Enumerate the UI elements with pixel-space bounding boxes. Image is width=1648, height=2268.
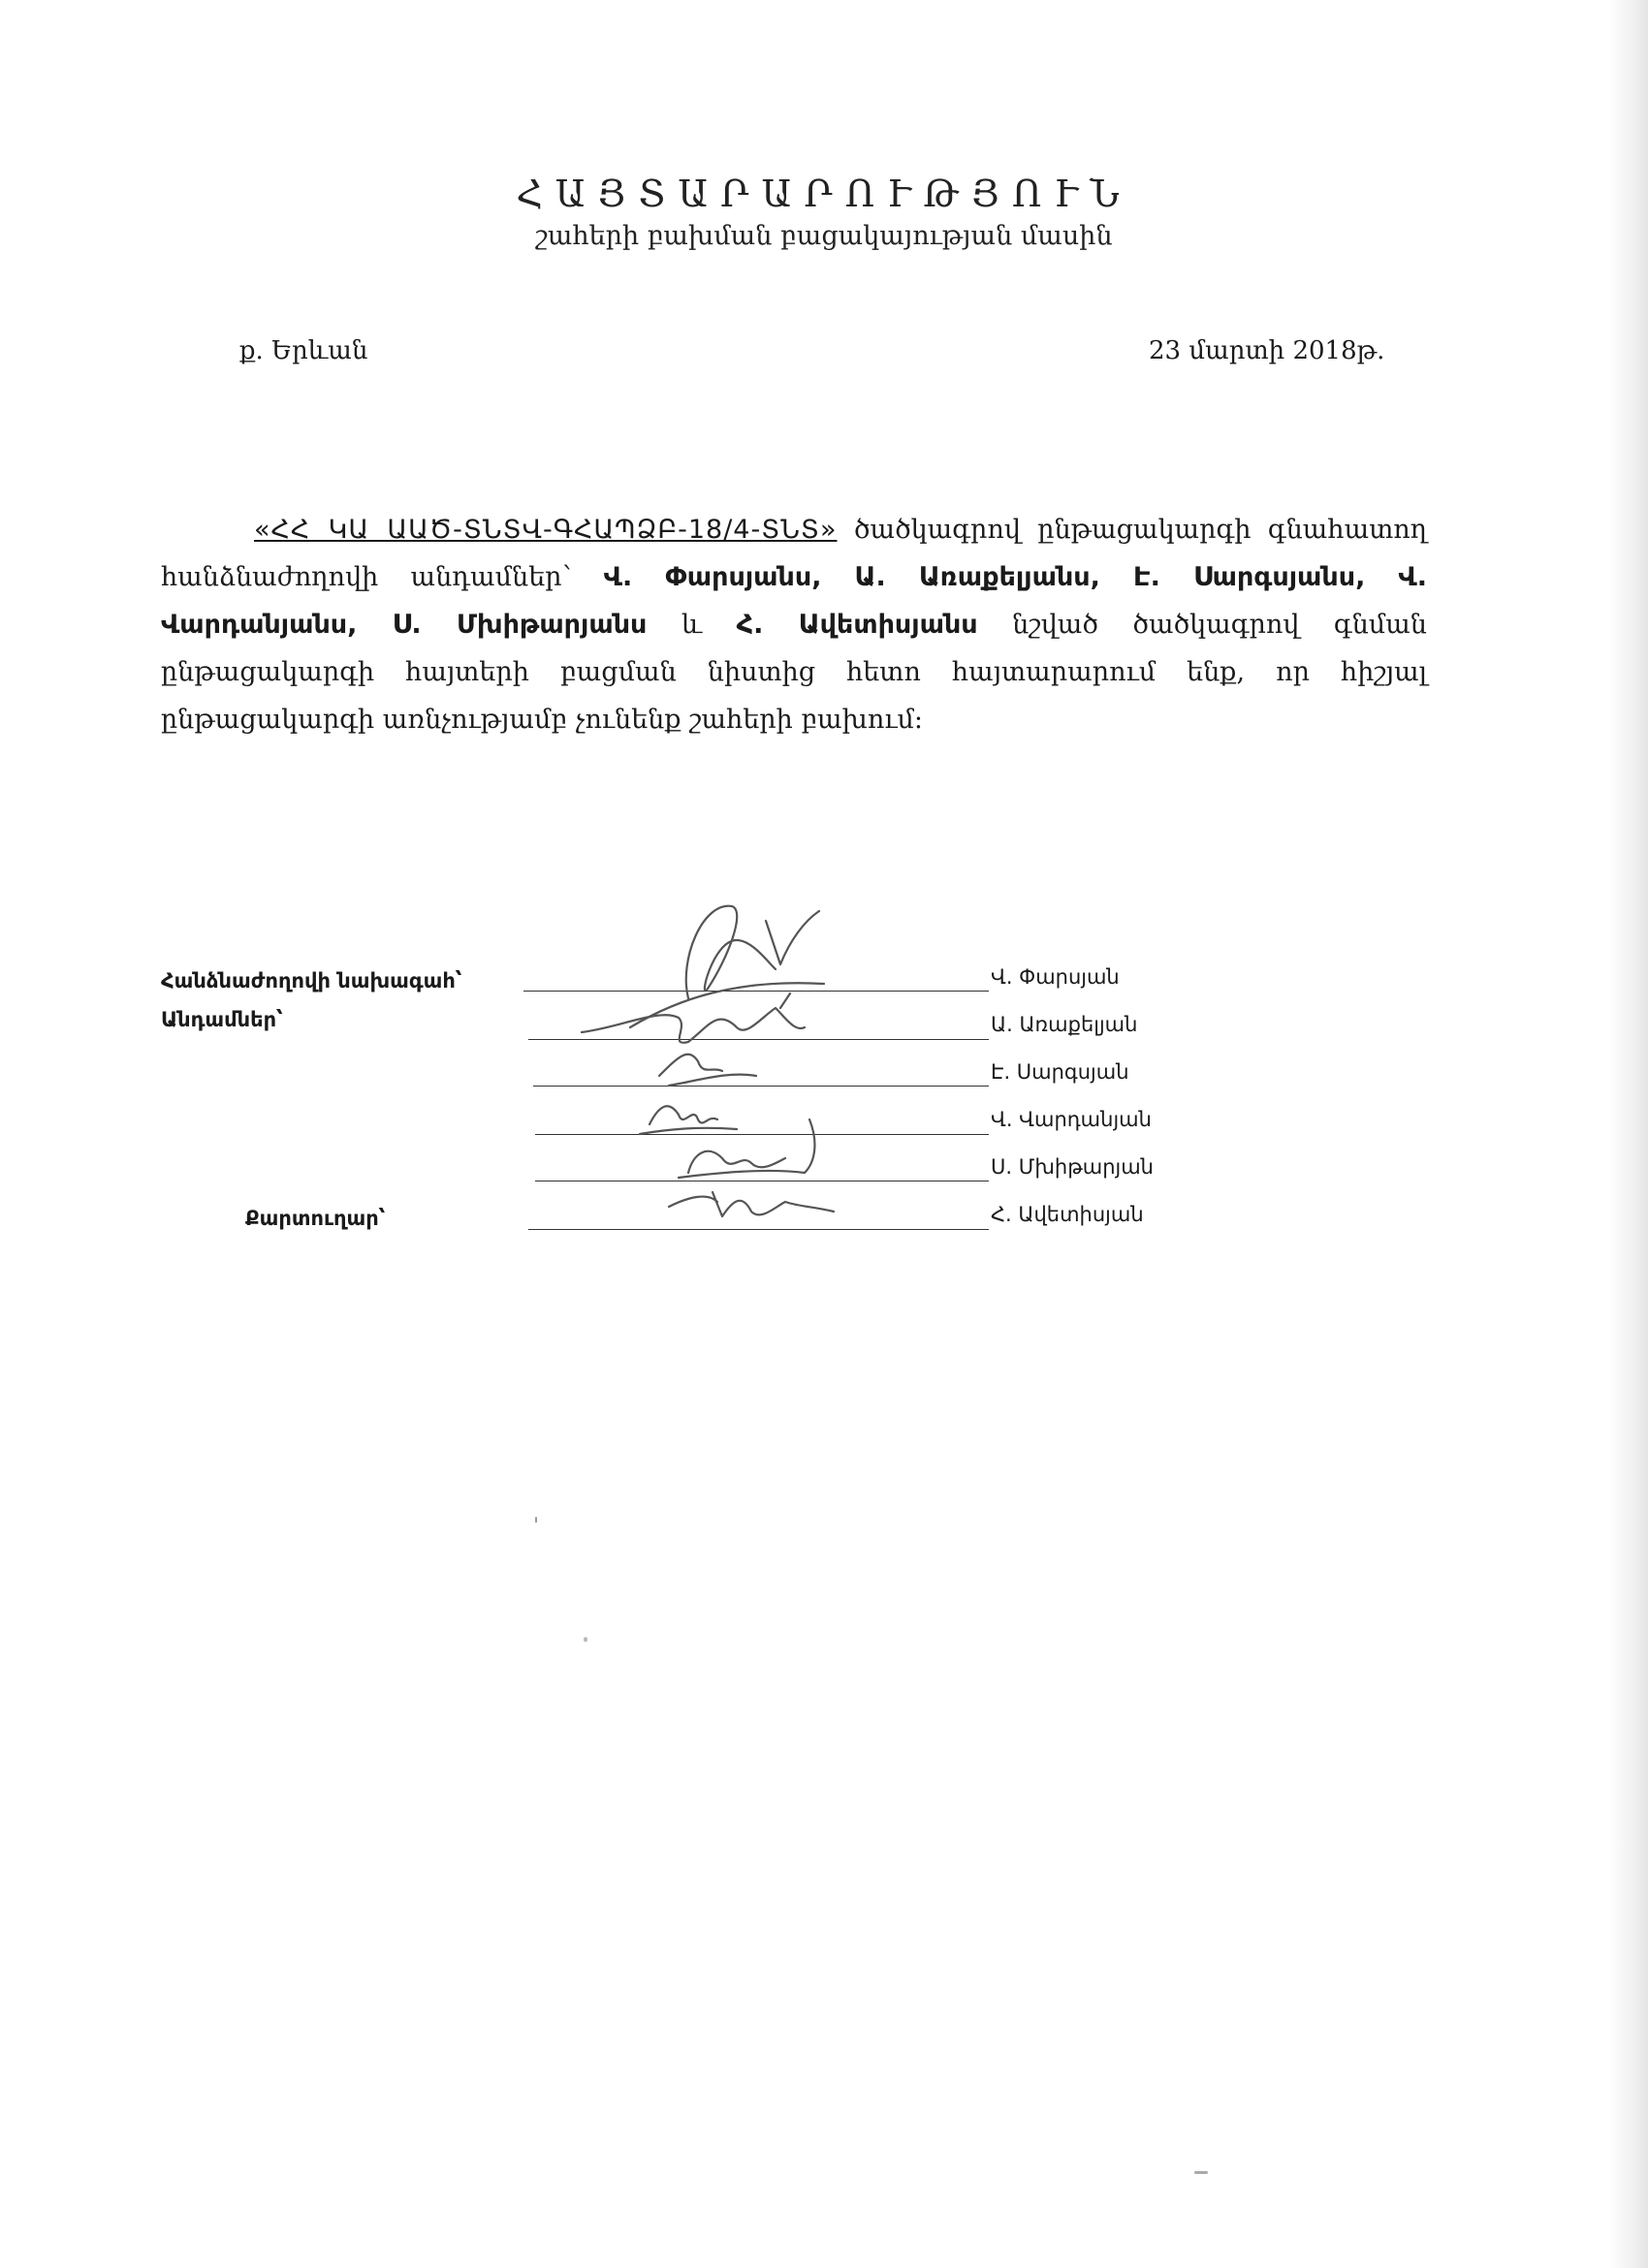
- procedure-code: «ՀՀ ԿԱ ԱԱԾ-ՏՆՏՎ-ԳՀԱՊՁԲ-18/4-ՏՆՏ»: [254, 515, 838, 545]
- chair-label: Հանձնաժողովի նախագահ՝: [161, 969, 462, 992]
- scan-speck: [584, 1637, 587, 1642]
- signer-name: Է. Սարգսյան: [991, 1060, 1129, 1084]
- document-title: ՀԱՅՏԱՐԱՐՈՒԹՅՈՒՆ: [516, 173, 1132, 215]
- signer-name: Ա. Առաքելյան: [991, 1013, 1138, 1036]
- city-label: ք. Երևան: [239, 336, 368, 365]
- signer-name: Հ. Ավետիսյան: [991, 1203, 1144, 1226]
- member-names: Վ. Փարսյանս, Ա. Առաքելյանս, Է. Սարգսյանս, Վ. Վարդանյանս, Ս. Մխիթարյանս: [161, 562, 1427, 640]
- handwritten-signatures: [543, 882, 872, 1231]
- signer-name: Ս. Մխիթարյան: [991, 1155, 1154, 1179]
- scan-speck: [1194, 2171, 1208, 2174]
- paragraph-and: և: [647, 610, 737, 640]
- last-member-name: Հ. Ավետիսյանս: [736, 610, 978, 640]
- document-subtitle: շահերի բախման բացակայության մասին: [535, 221, 1113, 251]
- date-label: 23 մարտի 2018թ.: [1149, 336, 1385, 365]
- signer-name: Վ. Փարսյան: [991, 965, 1120, 989]
- paragraph-text-2: նշված ծածկագրով գնման ընթացակարգի հայտերի բացման նիստից հետո հայտարարում ենք, որ հիշյալ ընթացակարգի առնչությամբ չունենք շահերի բախում:: [161, 610, 1427, 735]
- declaration-paragraph: [161, 506, 1427, 743]
- scan-speck: [535, 1517, 537, 1523]
- members-label: Անդամներ՝: [161, 1008, 283, 1031]
- signer-name: Վ. Վարդանյան: [991, 1108, 1152, 1131]
- secretary-label: Քարտուղար՝: [245, 1207, 386, 1230]
- scan-edge-shadow: [1609, 0, 1648, 2268]
- paragraph-text-1: ծածկագրով ընթացակարգի գնահատող հանձնաժողովի անդամներ՝: [161, 515, 1427, 592]
